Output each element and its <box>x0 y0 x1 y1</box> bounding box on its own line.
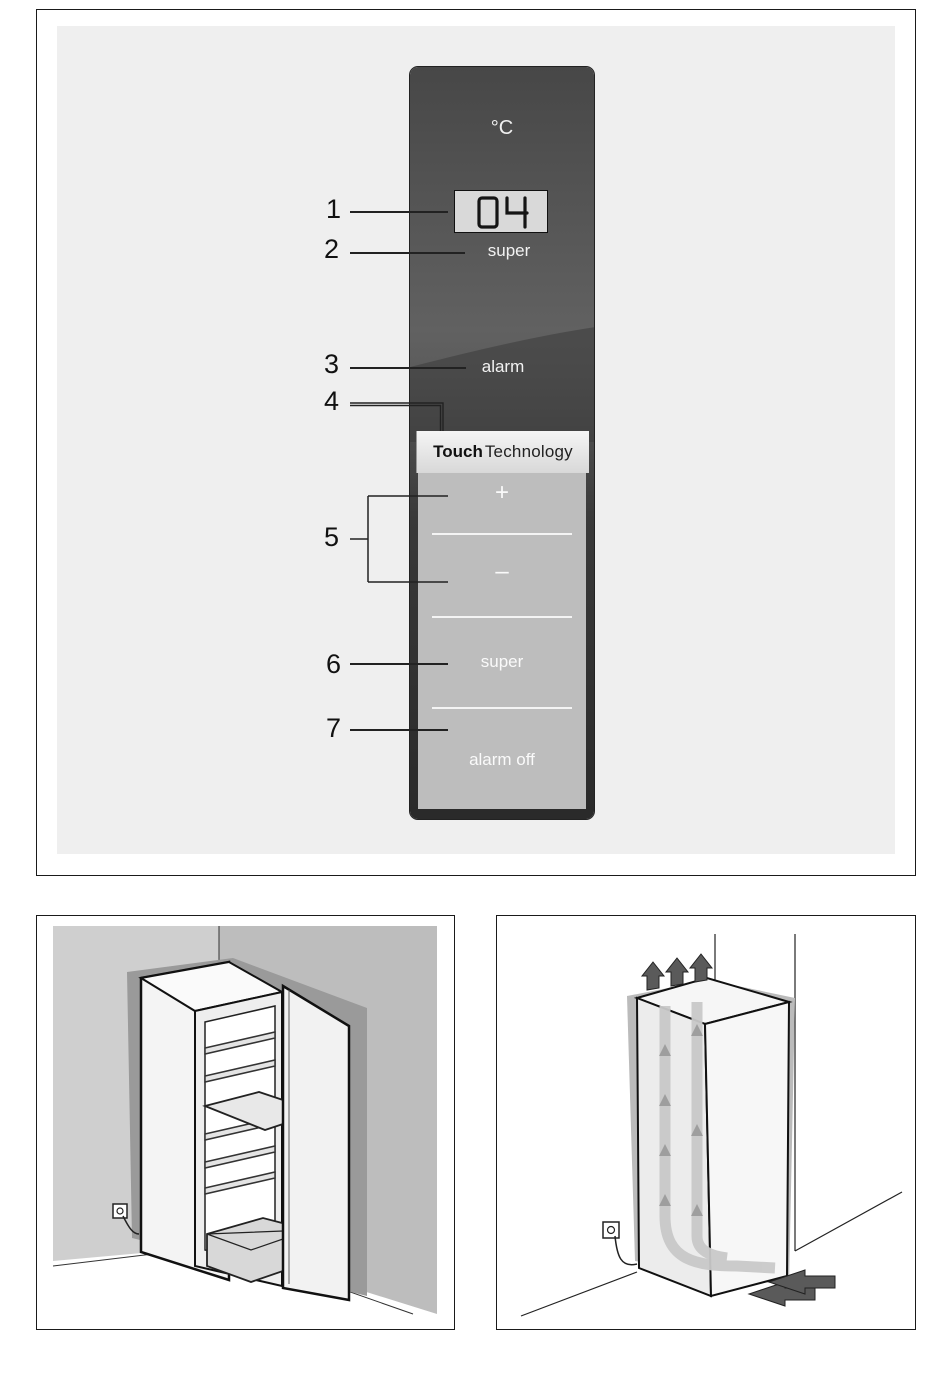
ventilation-airflow-illustration <box>496 915 916 1330</box>
callout-2: 2 <box>324 234 340 264</box>
callout-7: 7 <box>326 713 342 743</box>
leader-line-1 <box>350 211 448 213</box>
callout-6: 6 <box>326 649 342 679</box>
minus-button[interactable]: – <box>495 558 509 585</box>
key-separator <box>432 707 572 709</box>
open-freezer-illustration <box>36 915 455 1330</box>
display-digits <box>455 191 549 234</box>
alarm-off-button[interactable]: alarm off <box>469 750 535 769</box>
super-indicator: super <box>487 241 531 260</box>
plus-button[interactable]: + <box>494 479 509 506</box>
brand-light: Technology <box>484 442 573 461</box>
temperature-display <box>454 190 548 233</box>
leader-line-3 <box>350 367 466 369</box>
alarm-indicator: alarm <box>481 357 525 376</box>
control-panel-figure <box>36 9 916 876</box>
key-separator <box>432 616 572 618</box>
freezer-drawing <box>37 916 453 1328</box>
airflow-drawing <box>497 916 914 1328</box>
key-separator <box>432 533 572 535</box>
callout-4: 4 <box>324 386 340 416</box>
leader-line-7 <box>350 729 448 731</box>
callout-5: 5 <box>324 522 340 552</box>
brand-bold: Touch <box>433 442 483 461</box>
touch-technology-badge <box>416 431 589 473</box>
callout-1: 1 <box>326 194 342 224</box>
control-panel <box>409 66 595 820</box>
leader-bracket-5 <box>350 491 450 587</box>
temperature-unit: °C <box>490 117 514 139</box>
leader-line-2 <box>350 252 465 254</box>
leader-line-6 <box>350 663 448 665</box>
callout-3: 3 <box>324 349 340 379</box>
leader-line-4 <box>350 396 450 436</box>
super-button[interactable]: super <box>480 652 524 671</box>
